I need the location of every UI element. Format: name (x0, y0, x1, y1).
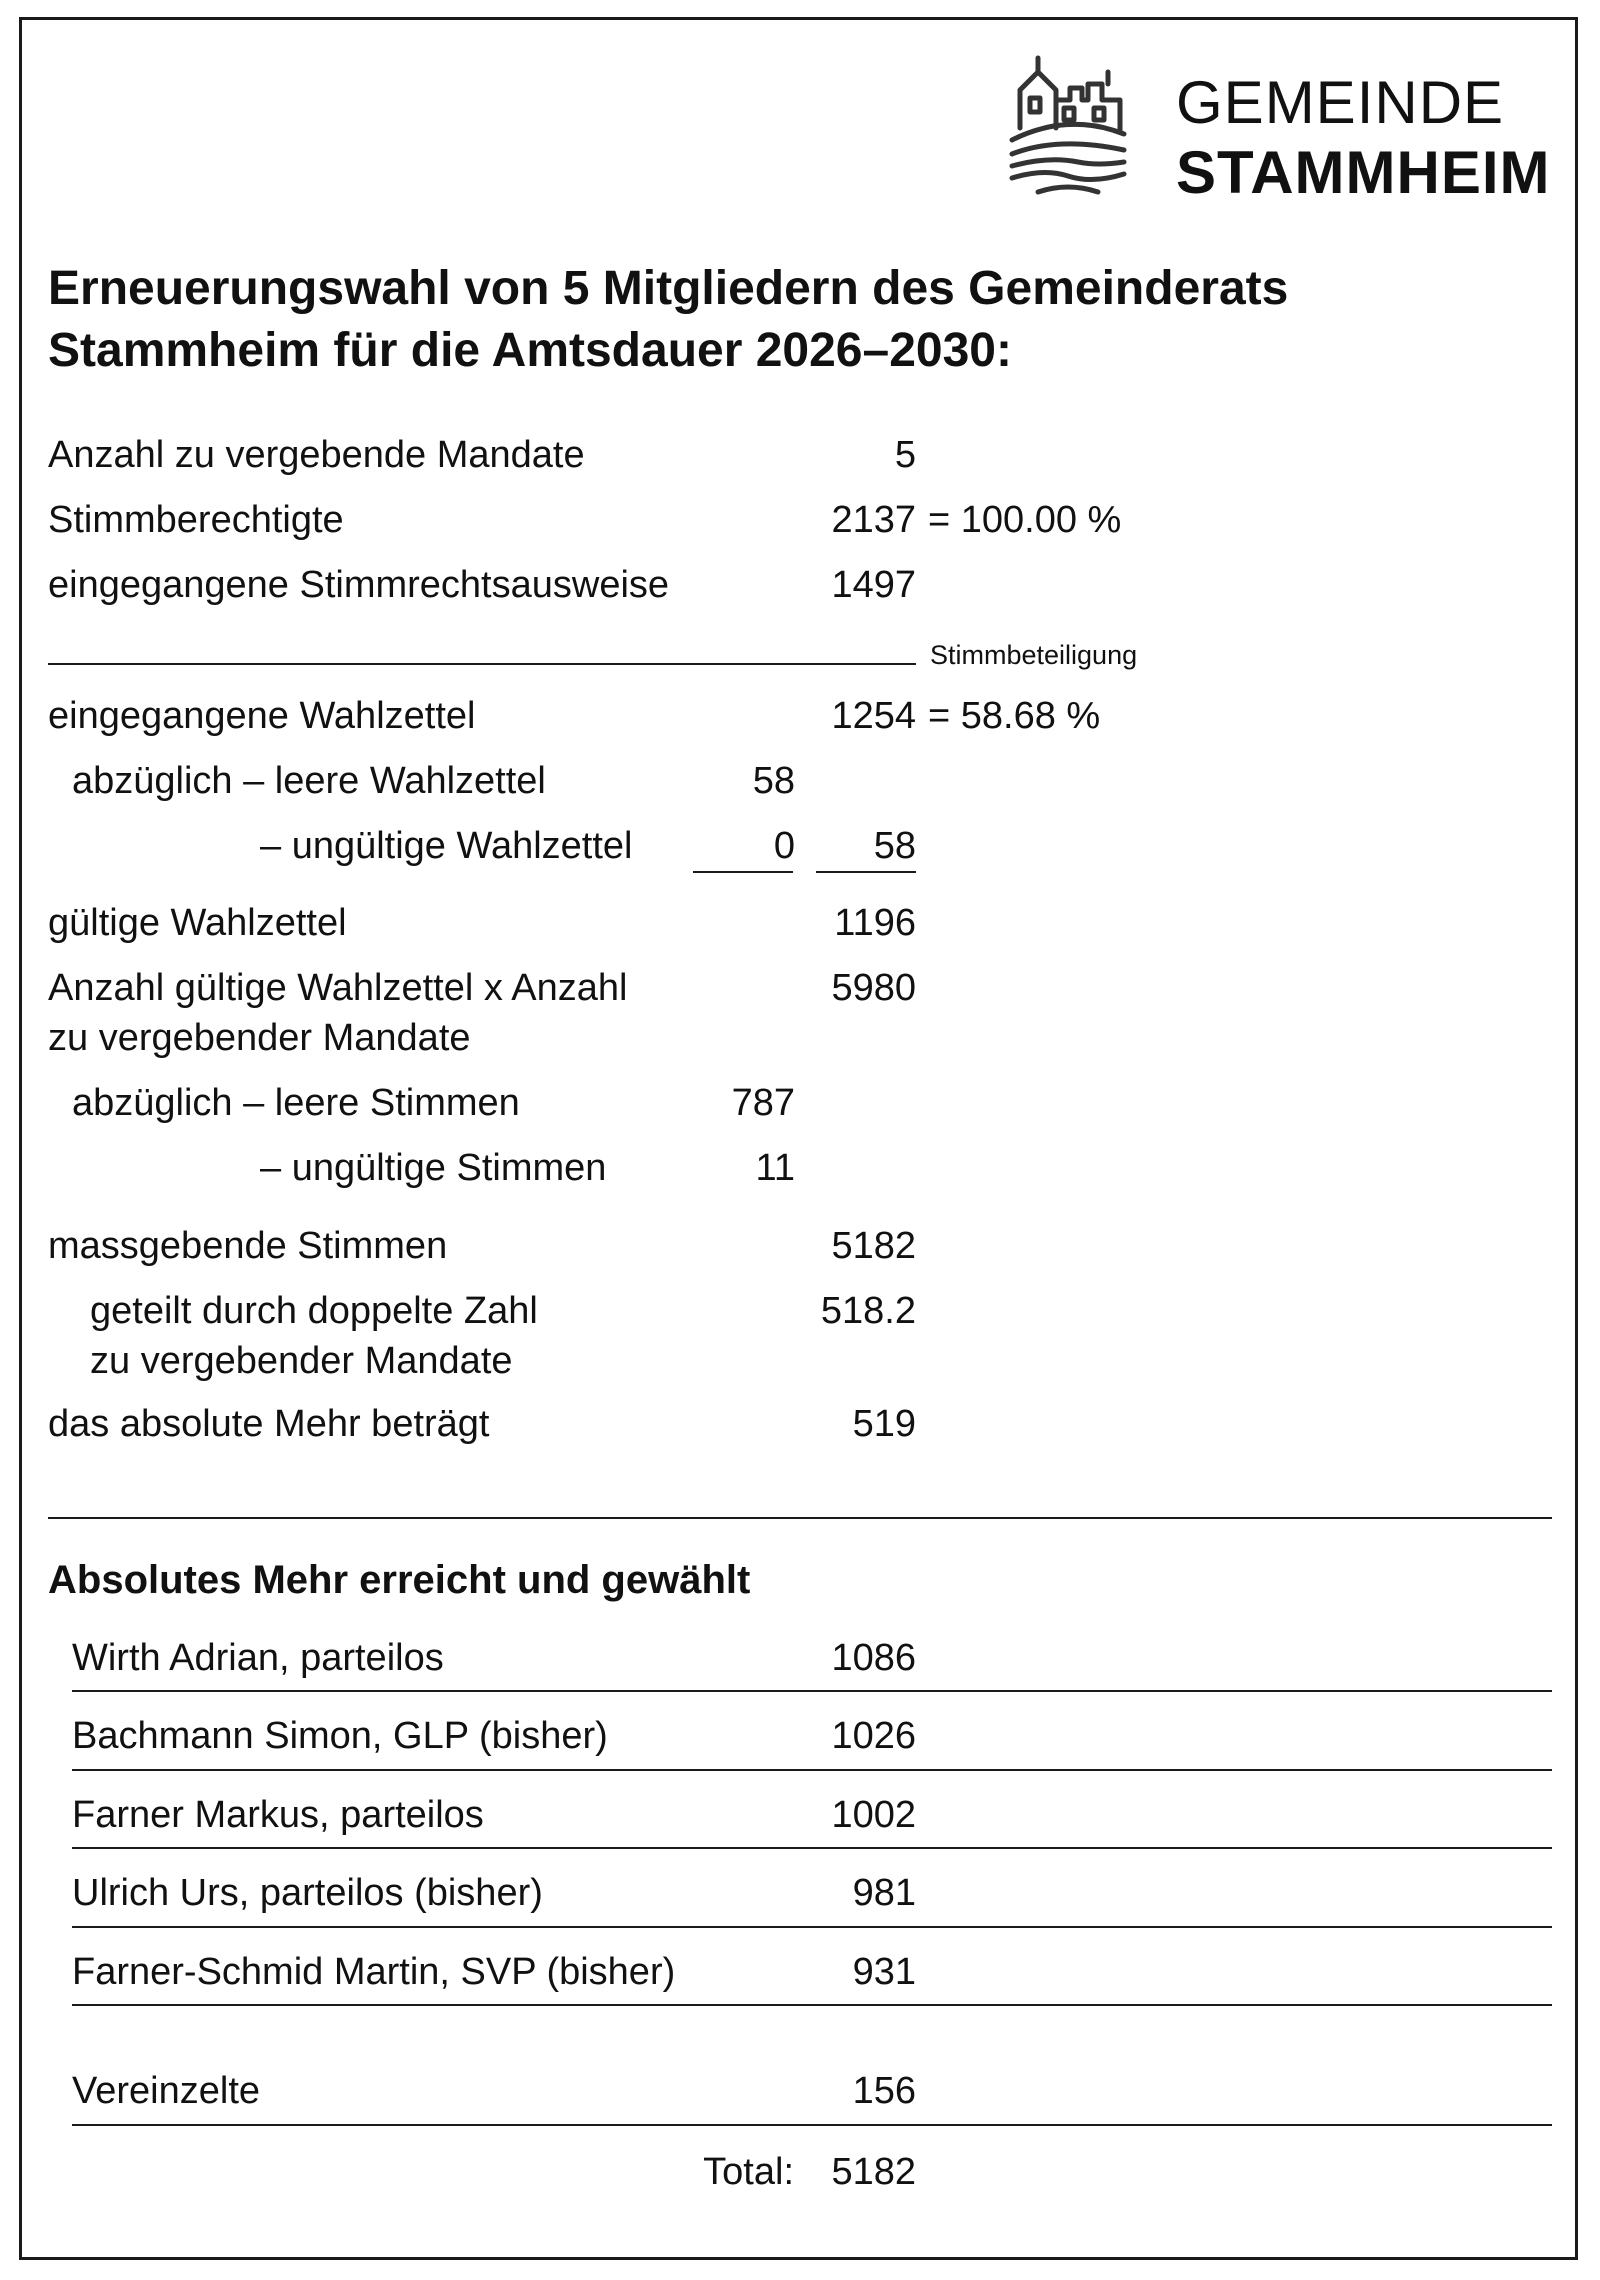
page-title (48, 258, 1288, 382)
valid-ballots-value: 1196 (834, 902, 916, 944)
title-line-1: Erneuerungswahl von 5 Mitgliedern des Gemeinderats (48, 262, 1289, 315)
empty-ballots-label: abzüglich – leere Wahlzettel (72, 760, 546, 802)
candidate-name: Bachmann Simon, GLP (bisher) (72, 1715, 608, 1757)
eligible-value: 2137 (831, 499, 916, 541)
candidate-name: Ulrich Urs, parteilos (bisher) (72, 1872, 543, 1914)
row-line (72, 1769, 1552, 1771)
ids-label: eingegangene Stimmrechtsausweise (48, 564, 670, 606)
logo-line-2: STAMMHEIM (1176, 139, 1551, 206)
total-label: Total: (703, 2151, 794, 2193)
product-label-line-1: Anzahl gültige Wahlzettel x Anzahl (48, 967, 628, 1009)
divider-line (48, 663, 916, 665)
turnout-label: Stimmbeteiligung (930, 640, 1138, 670)
divided-label-line-1: geteilt durch doppelte Zahl (90, 1290, 538, 1332)
majority-value: 519 (852, 1403, 916, 1445)
total-value: 5182 (831, 2151, 916, 2193)
section-divider (48, 1517, 1552, 1519)
row-line (72, 1690, 1552, 1692)
empty-votes-label: abzüglich – leere Stimmen (72, 1082, 520, 1124)
product-label-line-2: zu vergebender Mandate (48, 1017, 471, 1059)
candidate-votes: 1002 (831, 1794, 916, 1836)
row-line (72, 1926, 1552, 1928)
row-line (72, 2124, 1552, 2126)
candidate-name: Wirth Adrian, parteilos (72, 1637, 444, 1679)
invalid-votes-value: 11 (755, 1147, 795, 1189)
ballots-percent: = 58.68 % (928, 695, 1101, 737)
majority-label: das absolute Mehr beträgt (48, 1403, 490, 1445)
subtotal-line (816, 871, 916, 873)
ballots-label: eingegangene Wahlzettel (48, 695, 476, 737)
divided-label-line-2: zu vergebender Mandate (90, 1340, 513, 1382)
candidate-votes: 931 (852, 1951, 916, 1993)
title-line-2: Stammheim für die Amtsdauer 2026–2030: (48, 324, 1012, 377)
eligible-label: Stimmberechtigte (48, 499, 344, 541)
row-line (72, 2004, 1552, 2006)
candidate-name: Farner Markus, parteilos (72, 1794, 484, 1836)
logo-line-1: GEMEINDE (1176, 69, 1505, 136)
relevant-votes-label: massgebende Stimmen (48, 1225, 448, 1267)
mandate-label: Anzahl zu vergebende Mandate (48, 434, 585, 476)
product-value: 5980 (831, 967, 916, 1009)
empty-votes-value: 787 (731, 1082, 795, 1124)
elected-heading: Absolutes Mehr erreicht und gewählt (48, 1558, 751, 1602)
mandate-value: 5 (894, 434, 916, 476)
invalid-ballots-label: – ungültige Wahlzettel (260, 825, 633, 867)
invalid-ballots-value: 0 (773, 825, 795, 867)
divided-value: 518.2 (820, 1290, 916, 1332)
candidate-votes: 1086 (831, 1637, 916, 1679)
valid-ballots-label: gültige Wahlzettel (48, 902, 347, 944)
deducted-ballots-total: 58 (873, 825, 916, 867)
candidate-votes: 1026 (831, 1715, 916, 1757)
candidate-votes: 981 (852, 1872, 916, 1914)
subtotal-line (693, 871, 793, 873)
scattered-value: 156 (852, 2070, 916, 2112)
ballots-value: 1254 (831, 695, 916, 737)
empty-ballots-value: 58 (752, 760, 795, 802)
candidate-name: Farner-Schmid Martin, SVP (bisher) (72, 1951, 676, 1993)
eligible-percent: = 100.00 % (928, 499, 1122, 541)
row-line (72, 1847, 1552, 1849)
scattered-label: Vereinzelte (72, 2070, 261, 2112)
relevant-votes-value: 5182 (831, 1225, 916, 1267)
ids-value: 1497 (831, 564, 916, 606)
castle-vineyard-icon (1008, 50, 1128, 200)
invalid-votes-label: – ungültige Stimmen (260, 1147, 607, 1189)
